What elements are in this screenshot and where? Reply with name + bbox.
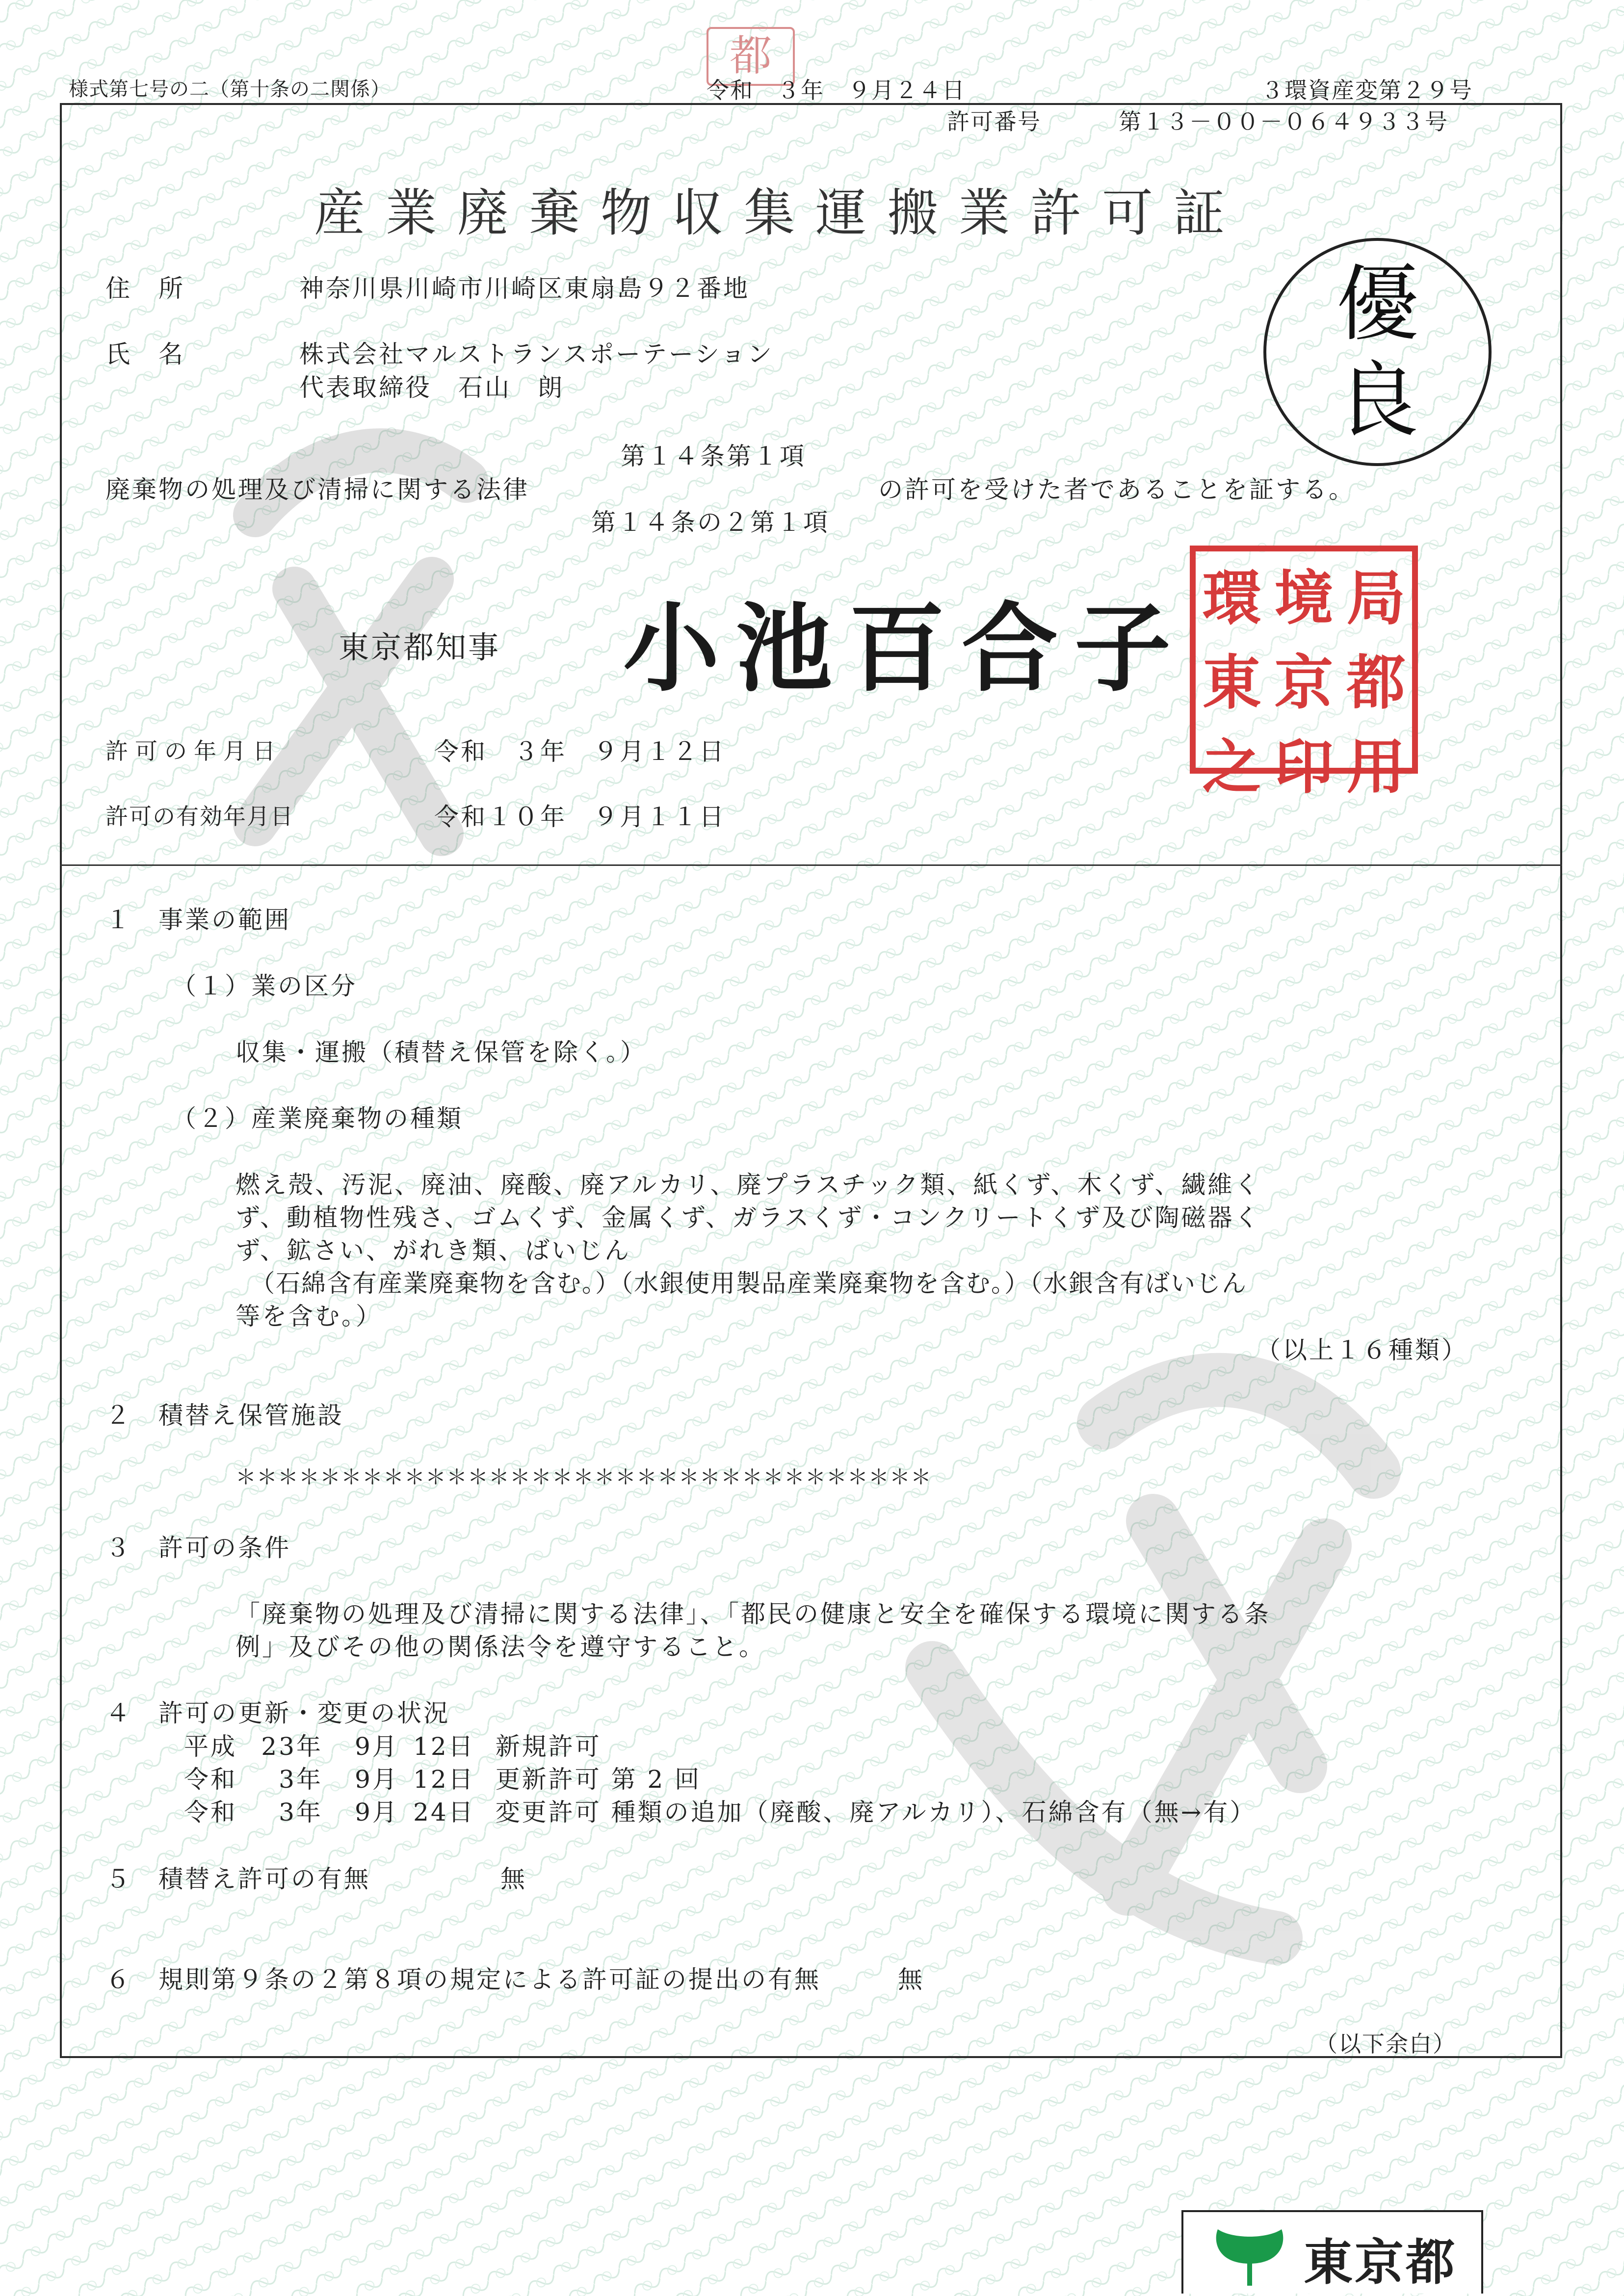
- history-era: 令和: [184, 1798, 237, 1826]
- seal-char: 局: [1346, 564, 1406, 633]
- address-label: 住 所: [105, 274, 185, 303]
- article-14-2-1: 第１４条の２第１項: [591, 508, 830, 537]
- article-14-1: 第１４条第１項: [621, 442, 806, 470]
- seal-char: 東: [1202, 648, 1261, 717]
- waste-types-total: （以上１６種類）: [1256, 1336, 1468, 1364]
- excellent-rating-mark: [1263, 238, 1492, 466]
- section-5-value: 無: [500, 1865, 527, 1893]
- section-3-line-2: 例」及びその他の関係法令を遵守すること。: [236, 1633, 765, 1661]
- permit-date: 令和 ３年 ９月１２日: [434, 737, 726, 766]
- expiry-label: 許可の有効年月日: [105, 803, 294, 830]
- section-2-title: ２ 積替え保管施設: [105, 1401, 344, 1430]
- waste-types-line-1: 燃え殻、汚泥、廃油、廃酸、廃アルカリ、廃プラスチック類、紙くず、木くず、繊維く: [236, 1171, 1261, 1199]
- seal-char: 京: [1274, 648, 1334, 717]
- section-1-1-body: 収集・運搬（積替え保管を除く。）: [236, 1038, 647, 1067]
- section-5-title: ５ 積替え許可の有無: [105, 1865, 370, 1893]
- history-desc: 変更許可 種類の追加（廃酸、廃アルカリ）、石綿含有（無→有）: [495, 1798, 1257, 1826]
- governor-title: 東京都知事: [339, 629, 501, 665]
- history-month: 9月: [355, 1765, 399, 1794]
- history-day: 12日: [413, 1765, 475, 1794]
- governor-signature: 小池百合子: [623, 592, 1188, 705]
- section-1-1-title: （１）業の区分: [172, 972, 357, 1000]
- certification-statement: の許可を受けた者であることを証する。: [878, 475, 1355, 504]
- law-name: 廃棄物の処理及び清掃に関する法律: [105, 475, 529, 504]
- end-of-content-note: （以下余白）: [1315, 2031, 1456, 2057]
- history-year: 23年: [261, 1732, 323, 1761]
- history-month: 9月: [355, 1732, 399, 1761]
- history-row: [184, 1793, 1256, 1828]
- address-value: 神奈川県川崎市川崎区東扇島９２番地: [299, 274, 750, 303]
- section-1-title: １ 事業の範囲: [105, 906, 291, 934]
- section-1-2-title: （２）産業廃棄物の種類: [172, 1104, 463, 1133]
- seal-char: 用: [1346, 732, 1406, 802]
- tokyo-logo-text: 東京都: [1304, 2234, 1457, 2291]
- seal-char: 環: [1202, 564, 1261, 633]
- seal-char: 境: [1274, 564, 1334, 633]
- history-row: [184, 1760, 701, 1795]
- waste-types-line-2: ず、動植物性残さ、ゴムくず、金属くず、ガラスくず・コンクリートくず及び陶磁器く: [236, 1203, 1261, 1232]
- history-year: 3年: [279, 1765, 323, 1794]
- section-4-title: ４ 許可の更新・変更の状況: [105, 1699, 450, 1727]
- section-2-body: ＊＊＊＊＊＊＊＊＊＊＊＊＊＊＊＊＊＊＊＊＊＊＊＊＊＊＊＊＊＊＊＊＊: [236, 1465, 932, 1489]
- section-3-title: ３ 許可の条件: [105, 1534, 291, 1562]
- history-desc: 更新許可 第 2 回: [495, 1765, 702, 1794]
- issue-date: 令和 ３年 ９月２４日: [707, 77, 966, 104]
- history-year: 3年: [279, 1798, 323, 1826]
- history-month: 9月: [355, 1798, 399, 1826]
- section-3-line-1: 「廃棄物の処理及び清掃に関する法律」、「都民の健康と安全を確保する環境に関する条: [236, 1600, 1271, 1628]
- name-label: 氏 名: [105, 340, 185, 368]
- section-divider: [60, 864, 1562, 866]
- history-day: 24日: [413, 1798, 475, 1826]
- official-red-seal: [1190, 546, 1418, 802]
- rating-char-2: 良: [1336, 352, 1419, 448]
- ginkgo-leaf-icon: [1213, 2222, 1286, 2291]
- history-era: 平成: [184, 1732, 237, 1761]
- seal-char: 印: [1274, 732, 1334, 802]
- history-row: [184, 1727, 602, 1762]
- permit-number-label: 許可番号: [947, 108, 1041, 135]
- form-number: 様式第七号の二（第十条の二関係）: [69, 78, 391, 101]
- history-desc: 新規許可: [495, 1732, 602, 1761]
- history-era: 令和: [184, 1765, 237, 1794]
- waste-types-line-5: 等を含む。）: [236, 1302, 382, 1331]
- rating-char-1: 優: [1336, 256, 1419, 352]
- reference-number: ３環資産変第２９号: [1261, 77, 1473, 104]
- history-day: 12日: [413, 1732, 475, 1761]
- permit-date-label: 許可の年月日: [105, 738, 282, 764]
- waste-types-line-3: ず、鉱さい、がれき類、ばいじん: [236, 1236, 631, 1265]
- seal-char: 之: [1202, 732, 1261, 802]
- expiry-date: 令和１０年 ９月１１日: [434, 803, 726, 831]
- permit-number: 第１３－００－０６４９３３号: [1119, 108, 1448, 135]
- representative-name: 代表取締役 石山 朗: [299, 373, 564, 402]
- waste-types-line-4: （石綿含有産業廃棄物を含む。）（水銀使用製品産業廃棄物を含む。）（水銀含有ばいじん: [250, 1269, 1247, 1298]
- document-title: 産業廃棄物収集運搬業許可証: [314, 183, 1246, 243]
- top-red-stamp: 都: [707, 27, 795, 86]
- company-name: 株式会社マルストランスポーテーション: [299, 340, 774, 368]
- section-6-value: 無: [898, 1965, 924, 1994]
- tokyo-logo-box: [1181, 2210, 1483, 2294]
- seal-char: 都: [1346, 648, 1406, 717]
- section-6-title: ６ 規則第９条の２第８項の規定による許可証の提出の有無: [105, 1965, 821, 1994]
